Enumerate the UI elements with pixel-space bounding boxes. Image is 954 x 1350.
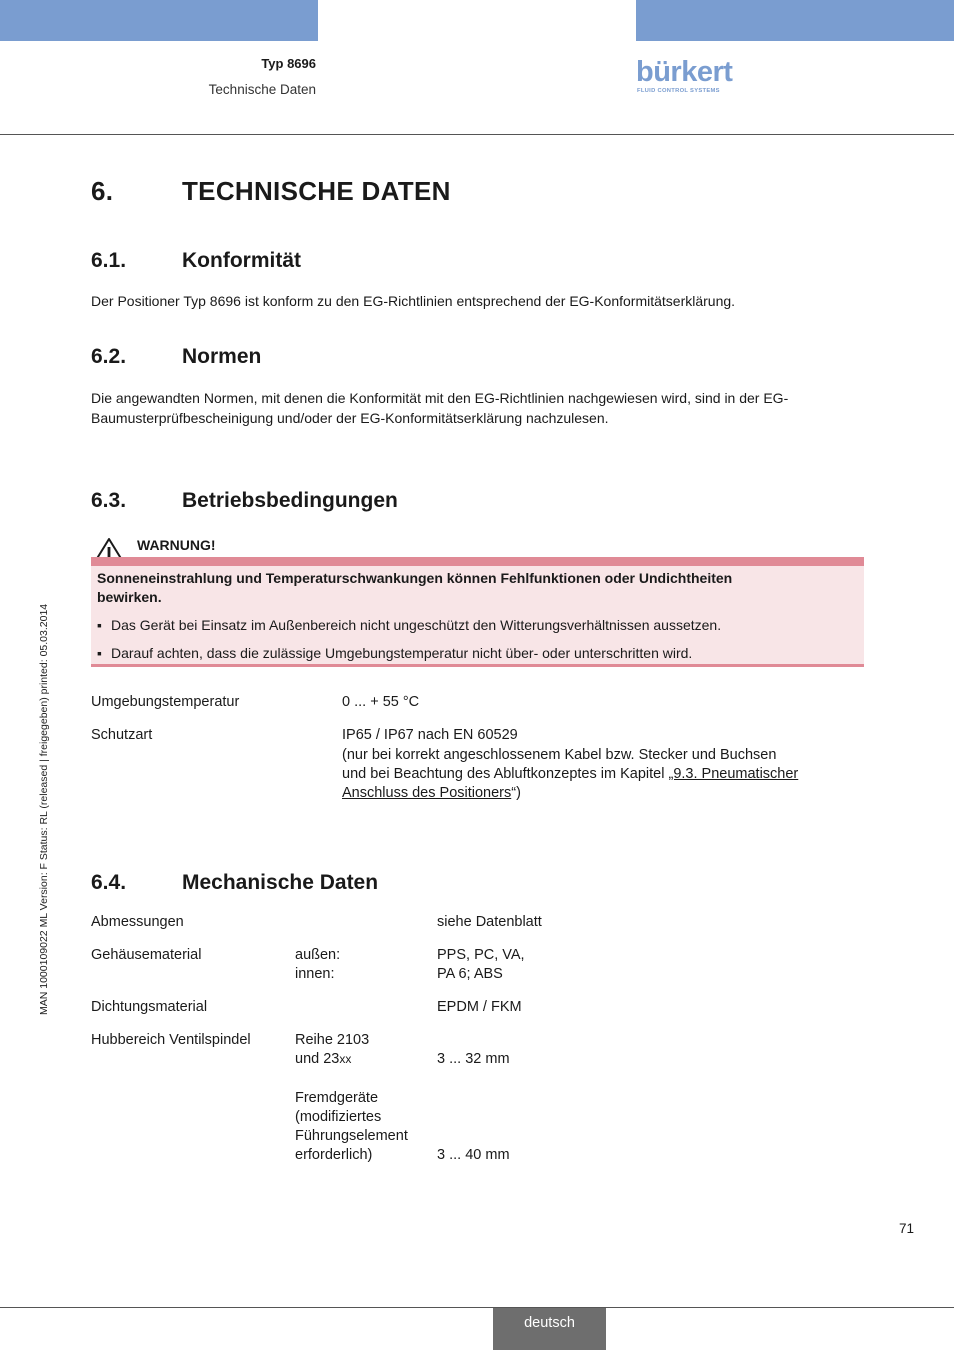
schutz-note-close: “)	[511, 785, 521, 801]
hub-und-text: und 23	[295, 1051, 340, 1067]
schutz-note-text: und bei Beachtung des Abluftkonzeptes im Kapitel	[342, 766, 669, 782]
hub-xx: xx	[339, 1052, 352, 1066]
header-model: Typ 8696	[261, 56, 316, 71]
hub-value-reihe: 3 ... 32 mm	[437, 1051, 510, 1067]
language-tab: deutsch	[493, 1308, 606, 1350]
warning-headline-line2: bewirken.	[97, 589, 162, 605]
hub-label: Hubbereich Ventilspindel	[91, 1032, 251, 1048]
schutz-label: Schutzart	[91, 727, 153, 743]
dicht-value: EPDM / FKM	[437, 999, 522, 1015]
chapter-title: TECHNISCHE DATEN	[182, 176, 451, 206]
footer-rule	[0, 1307, 954, 1308]
abm-value: siehe Datenblatt	[437, 914, 542, 930]
header-bar-left	[0, 0, 318, 41]
warning-bar	[91, 557, 864, 566]
hub-fremd-line1: Fremdgeräte	[295, 1090, 379, 1106]
normen-text-line2: Baumusterprüfbescheinigung und/oder der EG-Konformitätserklärung nachzulesen.	[91, 410, 609, 426]
logo-word: bürkert	[636, 56, 733, 88]
document-id-text: MAN 1000109022 ML Version: F Status: RL (released | freigegeben) printed: 05.03.2014	[38, 603, 50, 1015]
temp-value: 0 ... + 55 °C	[342, 694, 420, 710]
section-title-normen: Normen	[182, 345, 262, 368]
page-number: 71	[898, 1221, 914, 1236]
hub-fremd-line4: erforderlich)	[295, 1147, 373, 1163]
section-title-mechanisch: Mechanische Daten	[182, 871, 379, 894]
warning-bullet-text: Das Gerät bei Einsatz im Außenbereich nicht ungeschützt den Witterungsverhältnissen aussetzen.	[111, 617, 722, 633]
section-number-6-2: 6.2.	[91, 345, 127, 368]
document-id-sidebar	[38, 603, 58, 1035]
temp-label: Umgebungstemperatur	[91, 694, 240, 710]
geh-innen: innen:	[295, 966, 335, 982]
bullet-icon: ▪	[97, 645, 102, 661]
hub-fremd-line3: Führungselement	[295, 1128, 408, 1144]
warning-bullet	[97, 645, 692, 661]
abm-label: Abmessungen	[91, 914, 184, 930]
header-subtitle: Technische Daten	[208, 82, 316, 97]
geh-value-aussen: PPS, PC, VA,	[437, 947, 525, 963]
warning-bullet	[97, 617, 721, 633]
bullet-icon: ▪	[97, 617, 102, 633]
normen-text-line1: Die angewandten Normen, mit denen die Konformität mit den EG-Richtlinien nachgewiesen wird, sind in der EG-	[91, 390, 789, 406]
warning-bullet-text: Darauf achten, dass die zulässige Umgebungstemperatur nicht über- oder unterschritten wird.	[111, 645, 693, 661]
schutz-note-line2	[342, 765, 798, 784]
chapter-link-part2[interactable]: Anschluss des Positioners	[342, 785, 512, 801]
section-number-6-1: 6.1.	[91, 249, 127, 272]
section-title-konformitaet: Konformität	[182, 249, 301, 272]
konformitaet-text: Der Positioner Typ 8696 ist konform zu den EG-Richtlinien entsprechend der EG-Konformitätserklärung.	[91, 293, 736, 309]
chapter-link-part1[interactable]: „9.3. Pneumatischer	[668, 766, 799, 782]
header-rule	[0, 134, 954, 135]
hub-und	[295, 1050, 351, 1069]
geh-label: Gehäusematerial	[91, 947, 202, 963]
header-bar-right	[636, 0, 954, 41]
geh-value-innen: PA 6; ABS	[437, 966, 503, 982]
schutz-note-line1: (nur bei korrekt angeschlossenem Kabel bzw. Stecker und Buchsen	[342, 747, 777, 763]
burkert-logo	[636, 58, 736, 98]
hub-fremd-line2: (modifiziertes	[295, 1109, 382, 1125]
section-title-betrieb: Betriebsbedingungen	[182, 489, 398, 512]
hub-value-fremd: 3 ... 40 mm	[437, 1147, 510, 1163]
section-number-6-3: 6.3.	[91, 489, 127, 512]
warning-headline	[97, 569, 857, 607]
warning-label: WARNUNG!	[137, 537, 216, 553]
logo-tagline: FLUID CONTROL SYSTEMS	[637, 88, 720, 94]
schutz-note-line3	[342, 784, 521, 803]
chapter-number: 6.	[91, 176, 114, 206]
section-number-6-4: 6.4.	[91, 871, 127, 894]
warning-headline-line1: Sonneneinstrahlung und Temperaturschwankungen können Fehlfunktionen oder Undichtheiten	[97, 570, 733, 586]
dicht-label: Dichtungsmaterial	[91, 999, 208, 1015]
schutz-value: IP65 / IP67 nach EN 60529	[342, 727, 518, 743]
hub-reihe: Reihe 2103	[295, 1032, 370, 1048]
geh-aussen: außen:	[295, 947, 341, 963]
